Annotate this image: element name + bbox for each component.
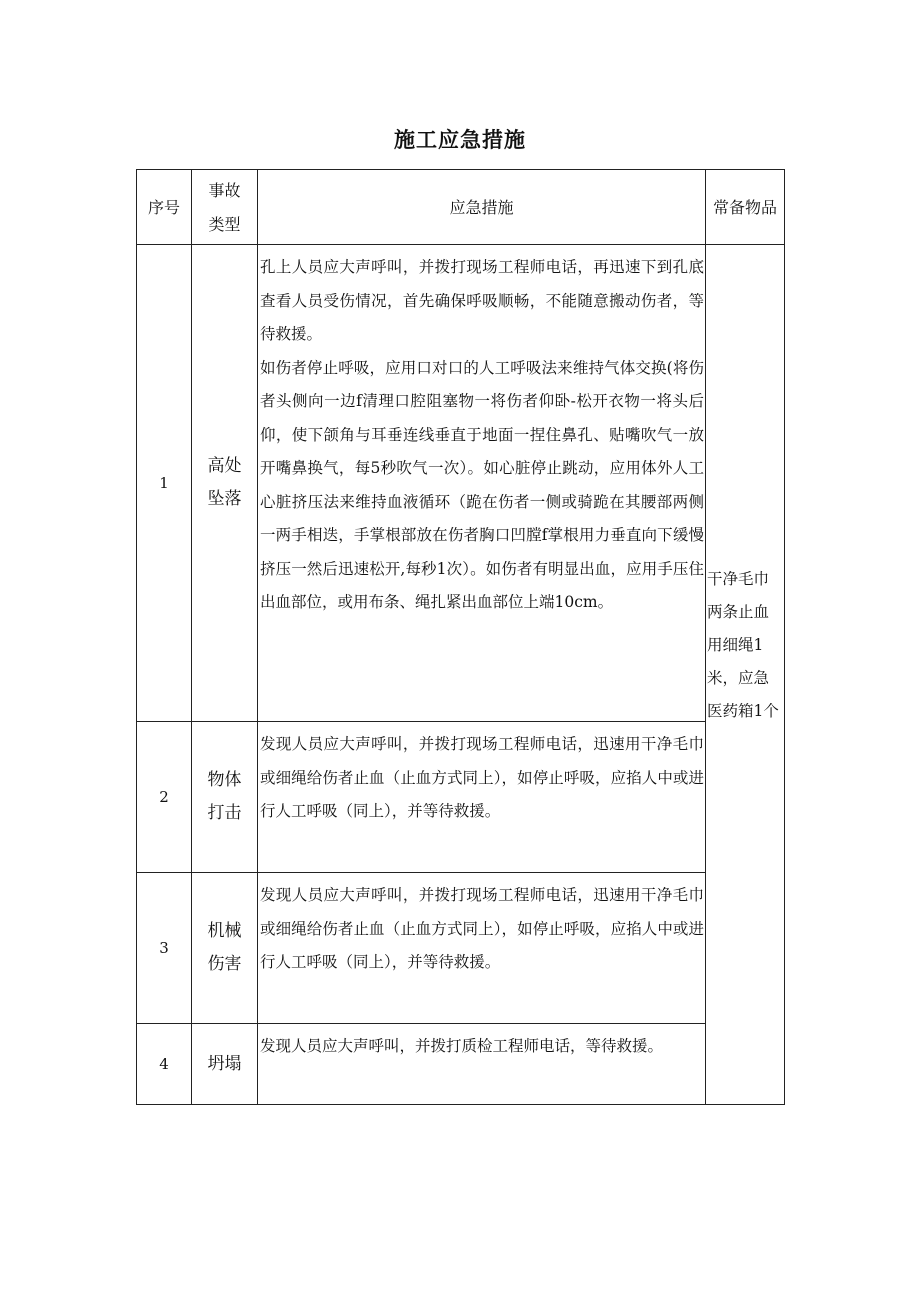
table-row [137, 245, 785, 722]
header-accident-type [192, 170, 258, 245]
accident-type [192, 873, 258, 1024]
accident-type [192, 245, 258, 722]
header-supplies: 常备物品 [706, 170, 785, 245]
header-type-line1: 事故 [208, 181, 241, 200]
header-type-line2: 类型 [208, 215, 241, 234]
measure-paragraph: 孔上人员应大声呼叫，并拨打现场工程师电话，再迅速下到孔底查看人员受伤情况，首先确保呼吸顺畅，不能随意搬动伤者，等待救援。 [260, 258, 704, 343]
table-row [137, 722, 785, 873]
table-row [137, 873, 785, 1024]
standby-supplies: 干净毛巾两条止血用细绳1米，应急医药箱1个 [706, 245, 785, 1105]
table-header-row [137, 170, 785, 245]
row-number: 2 [137, 722, 192, 873]
measure-text [258, 1024, 706, 1105]
measure-text [258, 722, 706, 873]
accident-type-line2: 伤害 [207, 954, 242, 974]
accident-type-line1: 机械 [207, 921, 242, 941]
accident-type-line2: 坠落 [207, 489, 242, 509]
row-number: 4 [137, 1024, 192, 1105]
accident-type-line1: 高处 [207, 456, 242, 476]
measure-paragraph: 如伤者停止呼吸，应用口对口的人工呼吸法来维持气体交换(将伤者头侧向一边f清理口腔阻塞物一将伤者仰卧-松开衣物一将头后仰，使下颌角与耳垂连线垂直于地面一捏住鼻孔、贴嘴吹气一放开嘴鼻换气，每5秒吹气一次）。如心脏停止跳动，应用体外人工心脏挤压法来维持血液循环（跪在伤者一侧或骑跪在其腰部两侧一两手相迭，手掌根部放在伤者胸口凹膛f掌根用力垂直向下缓慢挤压一然后迅速松开,每秒1次）。如伤者有明显出血，应用手压住出血部位，或用布条、绳扎紧出血部位上端10cm。 [260, 358, 704, 611]
accident-type-line1: 物体 [207, 770, 242, 790]
table-row [137, 1024, 785, 1105]
accident-type-line2: 打击 [207, 803, 242, 823]
measure-text [258, 245, 706, 722]
emergency-measures-table [136, 169, 785, 1105]
measure-paragraph: 发现人员应大声呼叫，并拨打质检工程师电话，等待救援。 [260, 1037, 664, 1055]
header-no: 序号 [137, 170, 192, 245]
header-measures: 应急措施 [258, 170, 706, 245]
accident-type-line1: 坍塌 [207, 1053, 242, 1074]
row-number: 3 [137, 873, 192, 1024]
accident-type [192, 1024, 258, 1105]
measure-paragraph: 发现人员应大声呼叫，并拨打现场工程师电话，迅速用干净毛巾或细绳给伤者止血（止血方式同上），如停止呼吸，应掐人中或进行人工呼吸（同上），并等待救援。 [260, 735, 704, 820]
accident-type [192, 722, 258, 873]
measure-text [258, 873, 706, 1024]
row-number: 1 [137, 245, 192, 722]
page-title: 施工应急措施 [394, 128, 526, 152]
measure-paragraph: 发现人员应大声呼叫，并拨打现场工程师电话，迅速用干净毛巾或细绳给伤者止血（止血方式同上），如停止呼吸，应掐人中或进行人工呼吸（同上），并等待救援。 [260, 886, 704, 971]
